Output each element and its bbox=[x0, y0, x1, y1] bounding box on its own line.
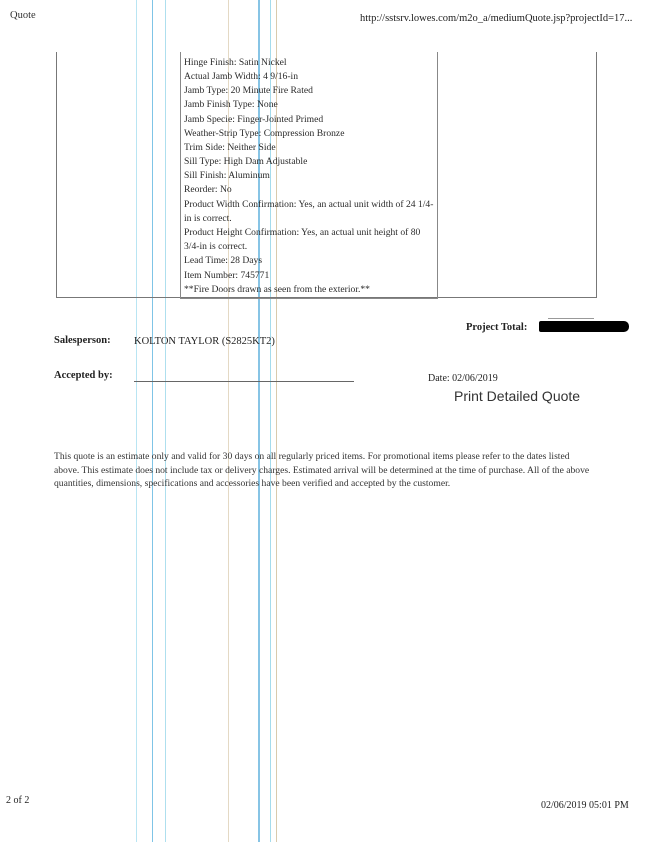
detail-line: Product Width Confirmation: Yes, an actual unit width of 24 1/4-in is correct. bbox=[184, 198, 434, 224]
detail-line: Jamb Finish Type: None bbox=[184, 99, 278, 111]
item-detail-list bbox=[184, 56, 436, 297]
project-total-redaction bbox=[539, 321, 629, 332]
print-detailed-quote-link[interactable]: Print Detailed Quote bbox=[454, 388, 581, 404]
detail-line: Reorder: No bbox=[184, 184, 232, 196]
page-url: http://sstsrv.lowes.com/m2o_a/mediumQuote.jsp?projectId=17... bbox=[360, 13, 633, 24]
salesperson-label: Salesperson: bbox=[54, 335, 111, 346]
detail-line: Actual Jamb Width: 4 9/16-in bbox=[184, 71, 299, 83]
detail-line: Hinge Finish: Satin Nickel bbox=[184, 57, 287, 68]
quote-disclaimer: This quote is an estimate only and valid for 30 days on all regularly priced items. For promotional items please refer to the dates listed above. This estimate does not include tax or delivery charges. Estimated arrival will be determined at the time of purchase. All of the above quantities, dimensions, specifications and accessories have been verified and accepted by the customer. bbox=[54, 451, 590, 489]
detail-line: Lead Time: 28 Days bbox=[184, 255, 263, 267]
signature-line bbox=[134, 381, 354, 382]
detail-line: Item Number: 745771 bbox=[184, 269, 270, 281]
print-timestamp: 02/06/2019 05:01 PM bbox=[541, 800, 629, 811]
detail-line: Product Height Confirmation: Yes, an actual unit height of 80 3/4-in is correct. bbox=[184, 226, 421, 253]
detail-line: Jamb Type: 20 Minute Fire Rated bbox=[184, 85, 313, 97]
detail-line: Jamb Specie: Finger-Jointed Primed bbox=[184, 113, 324, 125]
salesperson-value: KOLTON TAYLOR (S2825KT2) bbox=[134, 336, 275, 347]
document-title: Quote bbox=[10, 10, 36, 21]
page-number: 2 of 2 bbox=[6, 795, 30, 806]
accepted-by-label: Accepted by: bbox=[54, 370, 113, 381]
detail-line: **Fire Doors drawn as seen from the exterior.** bbox=[184, 283, 370, 295]
detail-line: Weather-Strip Type: Compression Bronze bbox=[184, 127, 345, 139]
quote-date: Date: 02/06/2019 bbox=[428, 373, 498, 384]
detail-line: Sill Finish: Aluminum bbox=[184, 170, 270, 182]
project-total-label: Project Total: bbox=[466, 322, 528, 333]
total-rule bbox=[548, 318, 594, 319]
detail-line: Trim Side: Neither Side bbox=[184, 141, 276, 153]
detail-line: Sill Type: High Dam Adjustable bbox=[184, 156, 308, 168]
